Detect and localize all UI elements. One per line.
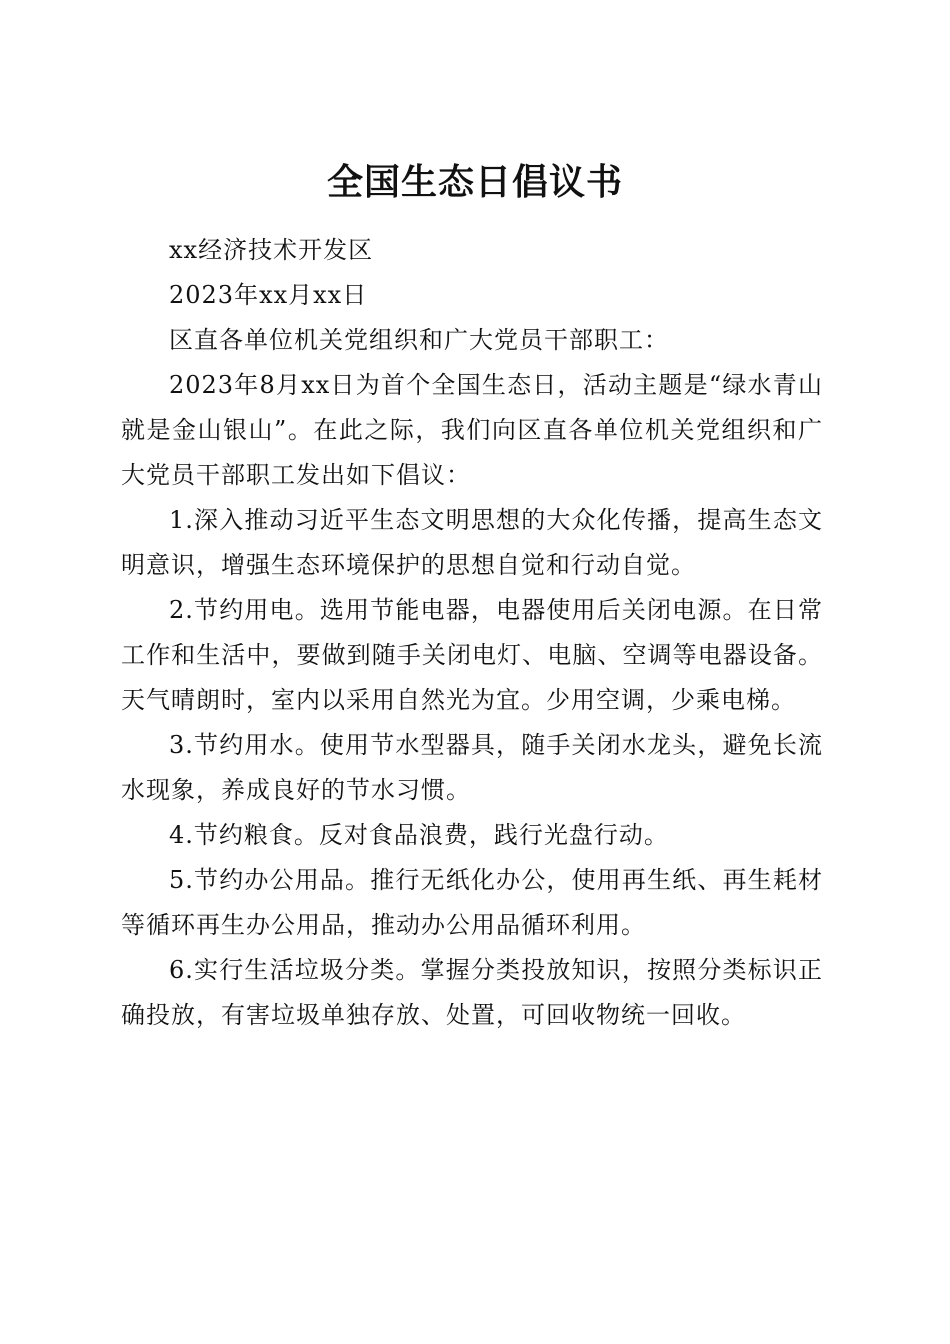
proposal-item: 1.深入推动习近平生态文明思想的大众化传播，提高生态文明意识，增强生态环境保护的思想自觉和行动自觉。 bbox=[121, 506, 823, 579]
document-title: 全国生态日倡议书 bbox=[326, 161, 623, 204]
salutation-line: 区直各单位机关党组织和广大党员干部职工： bbox=[169, 326, 669, 354]
date-line: 2023年xx月xx日 bbox=[169, 281, 368, 309]
issuer-line: xx经济技术开发区 bbox=[169, 236, 374, 264]
proposal-item: 3.节约用水。使用节水型器具，随手关闭水龙头，避免长流水现象，养成良好的节水习惯。 bbox=[121, 731, 823, 804]
proposal-item: 5.节约办公用品。推行无纸化办公，使用再生纸、再生耗材等循环再生办公用品，推动办公用品循环利用。 bbox=[121, 866, 823, 939]
proposal-item: 4.节约粮食。反对食品浪费，践行光盘行动。 bbox=[169, 821, 669, 849]
intro-paragraph: 2023年8月xx日为首个全国生态日，活动主题是“绿水青山就是金山银山”。在此之际，我们向区直各单位机关党组织和广大党员干部职工发出如下倡议： bbox=[121, 371, 823, 489]
proposal-item: 2.节约用电。选用节能电器，电器使用后关闭电源。在日常工作和生活中，要做到随手关闭电灯、电脑、空调等电器设备。天气晴朗时，室内以采用自然光为宜。少用空调，少乘电梯。 bbox=[121, 596, 823, 714]
document-body bbox=[121, 228, 823, 1038]
proposal-item: 6.实行生活垃圾分类。掌握分类投放知识，按照分类标识正确投放，有害垃圾单独存放、处置，可回收物统一回收。 bbox=[121, 956, 823, 1029]
